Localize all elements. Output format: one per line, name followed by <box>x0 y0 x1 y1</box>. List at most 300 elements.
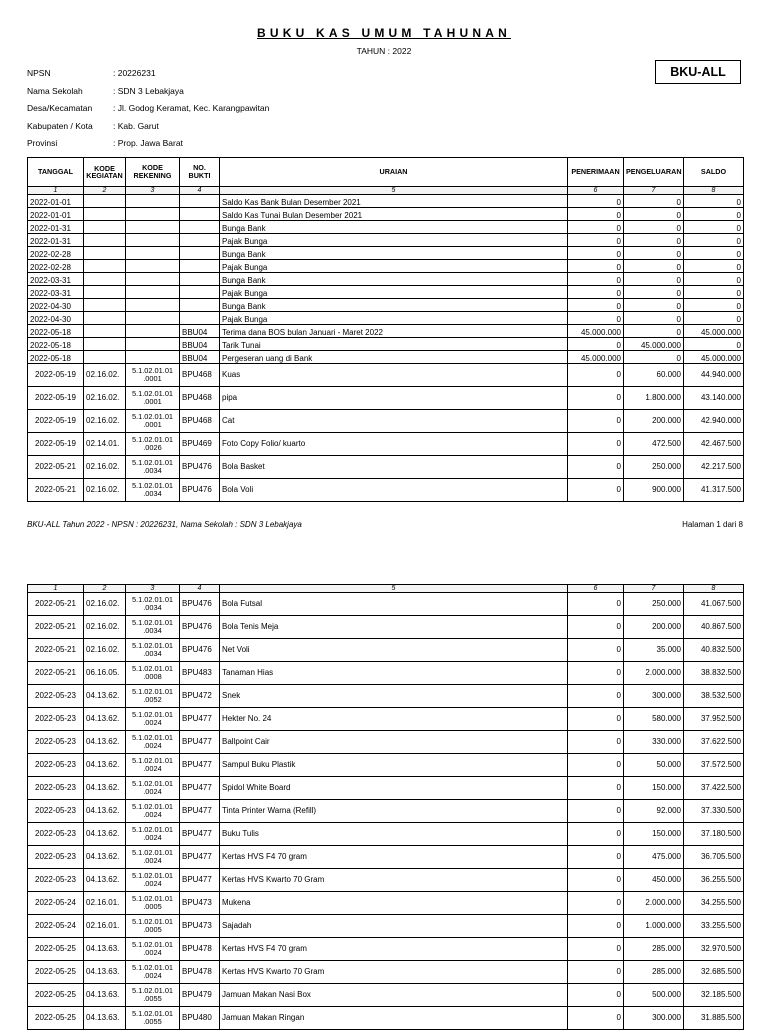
description-cell: Ballpoint Cair <box>220 731 568 754</box>
balance-cell: 41.317.500 <box>684 479 744 502</box>
description-cell: Sajadah <box>220 915 568 938</box>
receipt-no-cell <box>180 208 220 221</box>
balance-cell: 42.217.500 <box>684 456 744 479</box>
balance-cell: 0 <box>684 234 744 247</box>
table-row <box>28 433 744 456</box>
date-cell: 2022-05-21 <box>28 456 84 479</box>
account-code-cell <box>126 195 180 208</box>
column-number-row <box>28 585 744 593</box>
col-number: 5 <box>220 585 568 593</box>
expense-cell: 0 <box>624 234 684 247</box>
expense-cell: 0 <box>624 247 684 260</box>
income-cell: 0 <box>568 777 624 800</box>
account-code-cell: 5.1.02.01.01 .0024 <box>126 938 180 961</box>
date-cell: 2022-05-25 <box>28 938 84 961</box>
activity-code-cell: 04.13.62. <box>84 685 126 708</box>
account-code-cell: 5.1.02.01.01 .0005 <box>126 915 180 938</box>
account-code-cell: 5.1.02.01.01 .0024 <box>126 731 180 754</box>
col-header-receipt-no: NO. BUKTI <box>180 158 220 187</box>
receipt-no-cell: BPU476 <box>180 456 220 479</box>
expense-cell: 92.000 <box>624 800 684 823</box>
col-number: 4 <box>180 585 220 593</box>
account-code-cell <box>126 312 180 325</box>
table-row <box>28 387 744 410</box>
activity-code-cell <box>84 299 126 312</box>
receipt-no-cell <box>180 195 220 208</box>
date-cell: 2022-05-23 <box>28 846 84 869</box>
balance-cell: 0 <box>684 338 744 351</box>
receipt-no-cell <box>180 273 220 286</box>
activity-code-cell: 04.13.62. <box>84 708 126 731</box>
balance-cell: 36.705.500 <box>684 846 744 869</box>
activity-code-cell <box>84 338 126 351</box>
description-cell: Tinta Printer Warna (Refill) <box>220 800 568 823</box>
activity-code-cell: 06.16.05. <box>84 662 126 685</box>
receipt-no-cell: BPU477 <box>180 823 220 846</box>
table-row <box>28 869 744 892</box>
income-cell: 0 <box>568 299 624 312</box>
description-cell: Bunga Bank <box>220 221 568 234</box>
date-cell: 2022-05-24 <box>28 892 84 915</box>
account-code-cell: 5.1.02.01.01 .0055 <box>126 1007 180 1030</box>
income-cell: 0 <box>568 479 624 502</box>
income-cell: 0 <box>568 685 624 708</box>
document-title: BUKU KAS UMUM TAHUNAN <box>257 26 511 40</box>
balance-cell: 32.970.500 <box>684 938 744 961</box>
expense-cell: 50.000 <box>624 754 684 777</box>
date-cell: 2022-05-25 <box>28 984 84 1007</box>
description-cell: Hekter No. 24 <box>220 708 568 731</box>
description-cell: Mukena <box>220 892 568 915</box>
balance-cell: 34.255.500 <box>684 892 744 915</box>
income-cell: 0 <box>568 247 624 260</box>
receipt-no-cell: BBU04 <box>180 338 220 351</box>
balance-cell: 45.000.000 <box>684 351 744 364</box>
expense-cell: 2.000.000 <box>624 662 684 685</box>
balance-cell: 37.422.500 <box>684 777 744 800</box>
col-number: 4 <box>180 187 220 195</box>
expense-cell: 900.000 <box>624 479 684 502</box>
income-cell: 0 <box>568 639 624 662</box>
table-row <box>28 221 744 234</box>
income-cell: 0 <box>568 260 624 273</box>
description-cell: Cat <box>220 410 568 433</box>
receipt-no-cell: BPU478 <box>180 938 220 961</box>
income-cell: 0 <box>568 616 624 639</box>
account-code-cell <box>126 299 180 312</box>
expense-cell: 2.000.000 <box>624 892 684 915</box>
receipt-no-cell: BPU473 <box>180 915 220 938</box>
receipt-no-cell: BBU04 <box>180 325 220 338</box>
balance-cell: 37.572.500 <box>684 754 744 777</box>
description-cell: Bola Voli <box>220 479 568 502</box>
description-cell: Pajak Bunga <box>220 286 568 299</box>
receipt-no-cell: BPU477 <box>180 777 220 800</box>
receipt-no-cell <box>180 247 220 260</box>
income-cell: 0 <box>568 961 624 984</box>
income-cell: 0 <box>568 593 624 616</box>
expense-cell: 0 <box>624 351 684 364</box>
ledger-body-page-2 <box>28 593 744 1030</box>
activity-code-cell: 04.13.63. <box>84 961 126 984</box>
date-cell: 2022-05-21 <box>28 616 84 639</box>
balance-cell: 44.940.000 <box>684 364 744 387</box>
expense-cell: 0 <box>624 325 684 338</box>
activity-code-cell: 04.13.62. <box>84 823 126 846</box>
receipt-no-cell: BPU483 <box>180 662 220 685</box>
table-row <box>28 754 744 777</box>
receipt-no-cell: BPU476 <box>180 479 220 502</box>
income-cell: 0 <box>568 456 624 479</box>
receipt-no-cell <box>180 234 220 247</box>
date-cell: 2022-05-23 <box>28 800 84 823</box>
receipt-no-cell: BPU476 <box>180 616 220 639</box>
description-cell: Bola Futsal <box>220 593 568 616</box>
activity-code-cell: 04.13.63. <box>84 984 126 1007</box>
col-number: 8 <box>684 187 744 195</box>
balance-cell: 41.067.500 <box>684 593 744 616</box>
receipt-no-cell: BPU477 <box>180 731 220 754</box>
receipt-no-cell: BPU468 <box>180 410 220 433</box>
table-row <box>28 1007 744 1030</box>
income-cell: 0 <box>568 195 624 208</box>
receipt-no-cell: BPU477 <box>180 754 220 777</box>
balance-cell: 0 <box>684 299 744 312</box>
balance-cell: 0 <box>684 247 744 260</box>
page-number: Halaman 1 dari 8 <box>682 520 743 529</box>
table-row <box>28 364 744 387</box>
table-row <box>28 338 744 351</box>
receipt-no-cell: BPU478 <box>180 961 220 984</box>
income-cell: 0 <box>568 1007 624 1030</box>
income-cell: 0 <box>568 338 624 351</box>
account-code-cell: 5.1.02.01.01 .0001 <box>126 410 180 433</box>
account-code-cell: 5.1.02.01.01 .0024 <box>126 846 180 869</box>
table-row <box>28 479 744 502</box>
income-cell: 0 <box>568 708 624 731</box>
date-cell: 2022-05-23 <box>28 754 84 777</box>
col-header-activity-code: KODE KEGIATAN <box>84 158 126 187</box>
income-cell: 0 <box>568 208 624 221</box>
receipt-no-cell: BPU477 <box>180 869 220 892</box>
activity-code-cell: 04.13.62. <box>84 846 126 869</box>
income-cell: 0 <box>568 892 624 915</box>
activity-code-cell: 04.13.62. <box>84 754 126 777</box>
balance-cell: 0 <box>684 286 744 299</box>
info-label: Desa/Kecamatan <box>27 103 93 114</box>
date-cell: 2022-01-01 <box>28 208 84 221</box>
table-row <box>28 234 744 247</box>
date-cell: 2022-03-31 <box>28 286 84 299</box>
account-code-cell: 5.1.02.01.01 .0005 <box>126 892 180 915</box>
col-number: 6 <box>568 187 624 195</box>
account-code-cell: 5.1.02.01.01 .0034 <box>126 639 180 662</box>
info-value: : 20226231 <box>113 68 156 78</box>
account-code-cell: 5.1.02.01.01 .0024 <box>126 961 180 984</box>
description-cell: Kertas HVS Kwarto 70 Gram <box>220 869 568 892</box>
expense-cell: 0 <box>624 286 684 299</box>
info-label: Kabupaten / Kota <box>27 120 93 131</box>
col-header-expense: PENGELUARAN <box>624 158 684 187</box>
income-cell: 0 <box>568 312 624 325</box>
account-code-cell: 5.1.02.01.01 .0024 <box>126 754 180 777</box>
income-cell: 0 <box>568 846 624 869</box>
activity-code-cell <box>84 286 126 299</box>
balance-cell: 31.885.500 <box>684 1007 744 1030</box>
receipt-no-cell <box>180 299 220 312</box>
balance-cell: 45.000.000 <box>684 325 744 338</box>
activity-code-cell <box>84 247 126 260</box>
table-row <box>28 260 744 273</box>
expense-cell: 1.000.000 <box>624 915 684 938</box>
activity-code-cell: 02.16.02. <box>84 639 126 662</box>
document-year: TAHUN : 2022 <box>356 46 412 56</box>
info-value: : SDN 3 Lebakjaya <box>113 85 184 96</box>
date-cell: 2022-05-25 <box>28 961 84 984</box>
expense-cell: 35.000 <box>624 639 684 662</box>
date-cell: 2022-05-23 <box>28 685 84 708</box>
account-code-cell: 5.1.02.01.01 .0034 <box>126 616 180 639</box>
description-cell: Pajak Bunga <box>220 260 568 273</box>
table-row <box>28 593 744 616</box>
date-cell: 2022-05-21 <box>28 639 84 662</box>
table-row <box>28 286 744 299</box>
income-cell: 0 <box>568 286 624 299</box>
col-header-income: PENERIMAAN <box>568 158 624 187</box>
income-cell: 45.000.000 <box>568 325 624 338</box>
account-code-cell: 5.1.02.01.01 .0034 <box>126 479 180 502</box>
income-cell: 0 <box>568 823 624 846</box>
balance-cell: 37.952.500 <box>684 708 744 731</box>
activity-code-cell <box>84 208 126 221</box>
col-number: 7 <box>624 187 684 195</box>
expense-cell: 285.000 <box>624 938 684 961</box>
account-code-cell <box>126 338 180 351</box>
info-value: : Kab. Garut <box>113 120 159 131</box>
receipt-no-cell: BPU472 <box>180 685 220 708</box>
date-cell: 2022-05-18 <box>28 351 84 364</box>
date-cell: 2022-05-21 <box>28 479 84 502</box>
expense-cell: 0 <box>624 221 684 234</box>
date-cell: 2022-05-19 <box>28 387 84 410</box>
table-row <box>28 984 744 1007</box>
expense-cell: 250.000 <box>624 456 684 479</box>
table-row <box>28 777 744 800</box>
description-cell: Bunga Bank <box>220 247 568 260</box>
activity-code-cell: 02.16.01. <box>84 892 126 915</box>
balance-cell: 40.867.500 <box>684 616 744 639</box>
description-cell: Jamuan Makan Nasi Box <box>220 984 568 1007</box>
activity-code-cell: 02.16.02. <box>84 616 126 639</box>
account-code-cell: 5.1.02.01.01 .0055 <box>126 984 180 1007</box>
balance-cell: 42.940.000 <box>684 410 744 433</box>
date-cell: 2022-05-21 <box>28 593 84 616</box>
income-cell: 0 <box>568 221 624 234</box>
table-row <box>28 662 744 685</box>
table-row <box>28 731 744 754</box>
description-cell: Tarik Tunai <box>220 338 568 351</box>
description-cell: Saldo Kas Tunai Bulan Desember 2021 <box>220 208 568 221</box>
activity-code-cell: 04.13.62. <box>84 869 126 892</box>
date-cell: 2022-04-30 <box>28 299 84 312</box>
description-cell: Kertas HVS F4 70 gram <box>220 938 568 961</box>
description-cell: Bunga Bank <box>220 299 568 312</box>
balance-cell: 43.140.000 <box>684 387 744 410</box>
report-code-badge: BKU-ALL <box>655 60 741 84</box>
col-header-balance: SALDO <box>684 158 744 187</box>
table-row <box>28 351 744 364</box>
table-row <box>28 846 744 869</box>
date-cell: 2022-03-31 <box>28 273 84 286</box>
description-cell: Kertas HVS F4 70 gram <box>220 846 568 869</box>
receipt-no-cell: BPU468 <box>180 387 220 410</box>
date-cell: 2022-05-23 <box>28 777 84 800</box>
date-cell: 2022-05-19 <box>28 364 84 387</box>
description-cell: Jamuan Makan Ringan <box>220 1007 568 1030</box>
date-cell: 2022-05-19 <box>28 433 84 456</box>
account-code-cell <box>126 273 180 286</box>
receipt-no-cell: BPU477 <box>180 846 220 869</box>
income-cell: 0 <box>568 754 624 777</box>
col-number: 2 <box>84 187 126 195</box>
income-cell: 0 <box>568 731 624 754</box>
income-cell: 0 <box>568 800 624 823</box>
balance-cell: 40.832.500 <box>684 639 744 662</box>
activity-code-cell: 02.16.02. <box>84 456 126 479</box>
balance-cell: 0 <box>684 260 744 273</box>
date-cell: 2022-01-31 <box>28 234 84 247</box>
activity-code-cell <box>84 195 126 208</box>
col-number: 3 <box>126 585 180 593</box>
account-code-cell <box>126 260 180 273</box>
income-cell: 0 <box>568 273 624 286</box>
activity-code-cell: 02.16.02. <box>84 593 126 616</box>
column-number-row <box>28 187 744 195</box>
income-cell: 0 <box>568 915 624 938</box>
receipt-no-cell <box>180 286 220 299</box>
date-cell: 2022-05-23 <box>28 708 84 731</box>
expense-cell: 150.000 <box>624 823 684 846</box>
expense-cell: 300.000 <box>624 1007 684 1030</box>
expense-cell: 580.000 <box>624 708 684 731</box>
date-cell: 2022-05-18 <box>28 325 84 338</box>
account-code-cell: 5.1.02.01.01 .0034 <box>126 593 180 616</box>
activity-code-cell <box>84 325 126 338</box>
col-number: 1 <box>28 585 84 593</box>
income-cell: 0 <box>568 364 624 387</box>
description-cell: Bola Basket <box>220 456 568 479</box>
expense-cell: 330.000 <box>624 731 684 754</box>
account-code-cell: 5.1.02.01.01 .0024 <box>126 869 180 892</box>
account-code-cell: 5.1.02.01.01 .0052 <box>126 685 180 708</box>
receipt-no-cell <box>180 260 220 273</box>
account-code-cell: 5.1.02.01.01 .0001 <box>126 364 180 387</box>
balance-cell: 33.255.500 <box>684 915 744 938</box>
info-value: : Jl. Godog Keramat, Kec. Karangpawitan <box>113 103 270 114</box>
expense-cell: 200.000 <box>624 616 684 639</box>
receipt-no-cell <box>180 221 220 234</box>
receipt-no-cell: BPU477 <box>180 800 220 823</box>
table-row <box>28 312 744 325</box>
table-row <box>28 616 744 639</box>
expense-cell: 0 <box>624 260 684 273</box>
account-code-cell <box>126 208 180 221</box>
balance-cell: 0 <box>684 312 744 325</box>
activity-code-cell <box>84 221 126 234</box>
activity-code-cell <box>84 351 126 364</box>
table-row <box>28 299 744 312</box>
activity-code-cell: 02.16.01. <box>84 915 126 938</box>
description-cell: Pajak Bunga <box>220 234 568 247</box>
info-label: Nama Sekolah <box>27 85 83 96</box>
expense-cell: 150.000 <box>624 777 684 800</box>
income-cell: 0 <box>568 869 624 892</box>
table-row <box>28 961 744 984</box>
account-code-cell <box>126 325 180 338</box>
activity-code-cell: 04.13.62. <box>84 800 126 823</box>
expense-cell: 0 <box>624 299 684 312</box>
expense-cell: 475.000 <box>624 846 684 869</box>
page-footer-info: BKU-ALL Tahun 2022 - NPSN : 20226231, Nama Sekolah : SDN 3 Lebakjaya <box>27 520 302 529</box>
ledger-table-page-2 <box>27 584 744 1030</box>
balance-cell: 38.832.500 <box>684 662 744 685</box>
description-cell: Snek <box>220 685 568 708</box>
description-cell: Pajak Bunga <box>220 312 568 325</box>
table-row <box>28 639 744 662</box>
activity-code-cell: 02.16.02. <box>84 387 126 410</box>
ledger-body-page-1 <box>28 195 744 502</box>
receipt-no-cell: BPU476 <box>180 639 220 662</box>
account-code-cell <box>126 221 180 234</box>
description-cell: Kuas <box>220 364 568 387</box>
table-row <box>28 685 744 708</box>
activity-code-cell <box>84 234 126 247</box>
date-cell: 2022-05-19 <box>28 410 84 433</box>
expense-cell: 0 <box>624 273 684 286</box>
description-cell: Bola Tenis Meja <box>220 616 568 639</box>
balance-cell: 32.185.500 <box>684 984 744 1007</box>
description-cell: Saldo Kas Bank Bulan Desember 2021 <box>220 195 568 208</box>
table-row <box>28 823 744 846</box>
activity-code-cell: 02.16.02. <box>84 479 126 502</box>
table-row <box>28 892 744 915</box>
account-code-cell: 5.1.02.01.01 .0024 <box>126 708 180 731</box>
account-code-cell: 5.1.02.01.01 .0001 <box>126 387 180 410</box>
receipt-no-cell: BPU473 <box>180 892 220 915</box>
date-cell: 2022-05-25 <box>28 1007 84 1030</box>
expense-cell: 0 <box>624 195 684 208</box>
activity-code-cell: 02.16.02. <box>84 364 126 387</box>
balance-cell: 0 <box>684 221 744 234</box>
balance-cell: 0 <box>684 208 744 221</box>
table-row <box>28 195 744 208</box>
balance-cell: 37.622.500 <box>684 731 744 754</box>
date-cell: 2022-05-23 <box>28 869 84 892</box>
activity-code-cell: 04.13.63. <box>84 938 126 961</box>
activity-code-cell: 04.13.63. <box>84 1007 126 1030</box>
col-number: 3 <box>126 187 180 195</box>
ledger-table-page-1 <box>27 157 744 502</box>
date-cell: 2022-04-30 <box>28 312 84 325</box>
balance-cell: 42.467.500 <box>684 433 744 456</box>
date-cell: 2022-01-31 <box>28 221 84 234</box>
income-cell: 0 <box>568 410 624 433</box>
balance-cell: 37.330.500 <box>684 800 744 823</box>
balance-cell: 37.180.500 <box>684 823 744 846</box>
expense-cell: 500.000 <box>624 984 684 1007</box>
account-code-cell <box>126 247 180 260</box>
account-code-cell: 5.1.02.01.01 .0008 <box>126 662 180 685</box>
